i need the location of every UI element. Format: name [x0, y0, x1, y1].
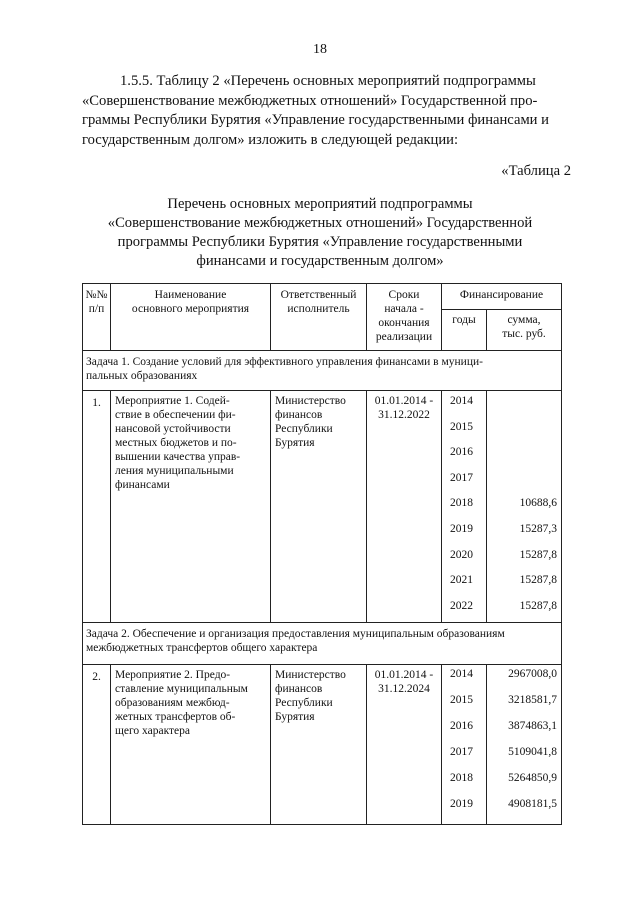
- table-title-line: программы Республики Бурятия «Управление государственными: [117, 234, 523, 250]
- year: 2018: [450, 772, 473, 784]
- table-row: [83, 665, 562, 825]
- year: 2021: [450, 574, 473, 587]
- sum: 3874863,1: [508, 720, 557, 732]
- header-terms: Сроки начала - окончания реализации: [367, 284, 442, 351]
- year: 2022: [450, 599, 473, 612]
- header-years: годы: [442, 310, 487, 351]
- row-number: 1.: [83, 391, 111, 623]
- executor: Министерство финансов Республики Бурятия: [271, 665, 367, 825]
- sum: 10688,6: [519, 497, 557, 510]
- year: 2016: [450, 720, 473, 732]
- activity-name: Мероприятие 1. Содей- ствие в обеспечении фи- нансовой устойчивости местных бюджетов и по- вышении качества управ- ления муниципальными финансами: [111, 391, 271, 623]
- period: 01.01.2014 - 31.12.2024: [367, 665, 442, 825]
- sum: 15287,8: [519, 548, 557, 561]
- year: 2017: [450, 471, 473, 484]
- sum: 4908181,5: [508, 798, 557, 810]
- table-title: [70, 195, 570, 271]
- task-2: Задача 2. Обеспечение и организация предоставления муниципальным образованиям межбюджетных трансфертов общего характера: [83, 623, 562, 665]
- year: 2016: [450, 446, 473, 459]
- sum: [487, 468, 557, 494]
- year: 2015: [450, 420, 473, 433]
- header-executor: Ответственный исполнитель: [271, 284, 367, 351]
- task-row: [83, 623, 562, 665]
- intro-paragraph: [82, 72, 572, 150]
- sum: 2967008,0: [508, 668, 557, 680]
- activities-table: [82, 283, 562, 825]
- sum: 5109041,8: [508, 746, 557, 758]
- year: 2019: [450, 522, 473, 535]
- header-name: Наименование основного мероприятия: [111, 284, 271, 351]
- year: 2017: [450, 746, 473, 758]
- sum: 15287,8: [519, 599, 557, 612]
- executor: Министерство финансов Республики Бурятия: [271, 391, 367, 623]
- sums-cell: [487, 665, 562, 825]
- table-reference: «Таблица 2: [501, 163, 571, 179]
- sum: 5264850,9: [508, 772, 557, 784]
- year: 2019: [450, 798, 473, 810]
- table-title-line: финансами и государственным долгом»: [196, 253, 444, 269]
- header-financing: Финансирование: [442, 284, 562, 310]
- intro-line: граммы Республики Бурятия «Управление государственными финансами и: [82, 112, 549, 128]
- sum: 3218581,7: [508, 694, 557, 706]
- year: 2020: [450, 548, 473, 561]
- years-cell: [442, 665, 487, 825]
- year: 2014: [450, 395, 473, 407]
- sum: [487, 391, 557, 417]
- task-1: Задача 1. Создание условий для эффективного управления финансами в муници- пальных образованиях: [83, 351, 562, 391]
- page-number: 18: [313, 42, 327, 57]
- intro-line: «Совершенствование межбюджетных отношений» Государственной про-: [82, 92, 538, 109]
- table-row: [83, 391, 562, 623]
- row-number: 2.: [83, 665, 111, 825]
- intro-line: 1.5.5. Таблицу 2 «Перечень основных мероприятий подпрограммы: [120, 73, 536, 89]
- table-header-row: [83, 284, 562, 310]
- intro-line: государственным долгом» изложить в следующей редакции:: [82, 131, 459, 148]
- year: 2014: [450, 668, 473, 680]
- period: 01.01.2014 - 31.12.2022: [367, 391, 442, 623]
- sum: 15287,3: [519, 522, 557, 535]
- activity-name: Мероприятие 2. Предо- ставление муниципальным образованиям межбюд- жетных трансфертов об- щего характера: [111, 665, 271, 825]
- year: 2018: [450, 497, 473, 510]
- sums-cell: [487, 391, 562, 623]
- header-num: №№ п/п: [83, 284, 111, 351]
- sum: [487, 417, 557, 443]
- year: 2015: [450, 694, 473, 706]
- task-row: [83, 351, 562, 391]
- table-title-line: «Совершенствование межбюджетных отношений» Государственной: [107, 215, 533, 231]
- sum: 15287,8: [519, 574, 557, 587]
- years-cell: [442, 391, 487, 623]
- header-sum: сумма, тыс. руб.: [487, 310, 562, 351]
- sum: [487, 442, 557, 468]
- table-title-line: Перечень основных мероприятий подпрограммы: [167, 196, 473, 212]
